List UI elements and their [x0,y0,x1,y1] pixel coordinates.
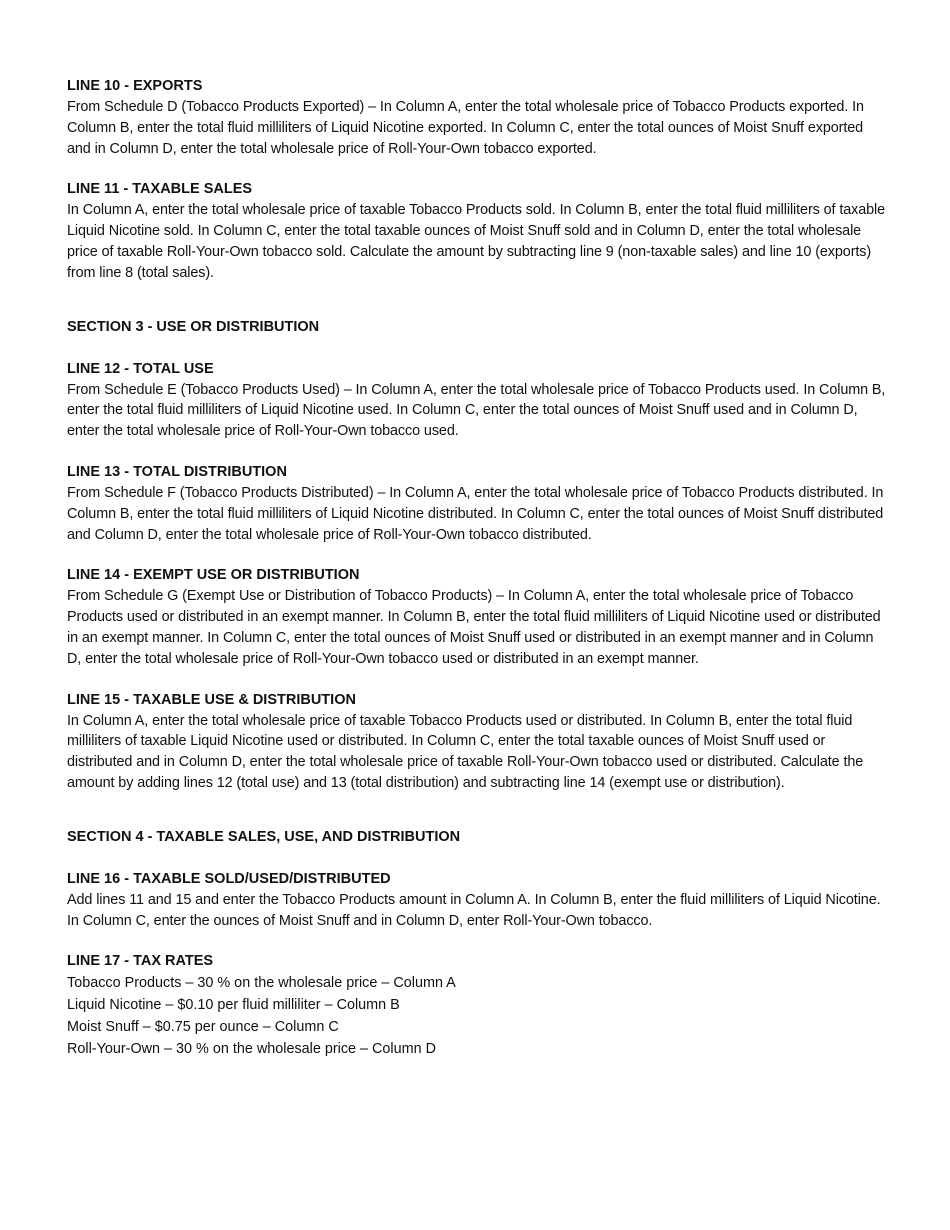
line-12-heading: LINE 12 - TOTAL USE [67,360,214,377]
line-13-text: From Schedule F (Tobacco Products Distributed) – In Column A, enter the total wholesale price of Tobacco Products distributed. In Column B, enter the total fluid milliliters of Liquid Nicotine distributed. In Column C, enter the total ounces of Moist Snuff distributed and Column D, enter the total wholesale price of Roll-Your-Own tobacco distributed. [67,484,884,543]
line-16-heading: LINE 16 - TAXABLE SOLD/USED/DISTRIBUTED [67,870,391,887]
section-4-title: SECTION 4 - TAXABLE SALES, USE, AND DISTRIBUTION [67,828,461,845]
line-14-heading: LINE 14 - EXEMPT USE OR DISTRIBUTION [67,567,360,584]
line-14-block [67,565,887,669]
line-10-heading: LINE 10 - EXPORTS [67,78,203,94]
line-17-block [67,951,887,1060]
section-3-title: SECTION 3 - USE OR DISTRIBUTION [67,318,320,335]
line-14-text: From Schedule G (Exempt Use or Distribution of Tobacco Products) – In Column A, enter the total wholesale price of Tobacco Products used or distributed in an exempt manner. In Column B, enter the total fluid milliliters of Liquid Nicotine used or distributed in an exempt manner. In Column C, enter the total ounces of Moist Snuff used or distributed in an exempt manner and in Column D, enter the total wholesale price of Roll-Your-Own tobacco used or distributed in an exempt manner. [67,588,881,667]
line-16-text: Add lines 11 and 15 and enter the Tobacco Products amount in Column A. In Column B, enter the fluid milliliters of Liquid Nicotine. In Column C, enter the ounces of Moist Snuff and in Column D, enter Roll-Your-Own tobacco. [67,891,881,929]
line-11-block [67,179,887,283]
tax-rate-roll-your-own: Roll-Your-Own – 30 % on the wholesale price – Column D [67,1041,437,1058]
line-13-block [67,462,887,545]
line-11-text: In Column A, enter the total wholesale price of taxable Tobacco Products sold. In Column B, enter the total fluid milliliters of taxable Liquid Nicotine sold. In Column C, enter the total taxable ounces of Moist Snuff sold and in Column D, enter the total wholesale price of taxable Roll-Your-Own tobacco sold. Calculate the amount by subtracting line 9 (non-taxable sales) and line 10 (exports) from line 8 (total sales). [67,202,886,281]
line-15-block [67,690,887,794]
line-12-text: From Schedule E (Tobacco Products Used) – In Column A, enter the total wholesale price of Tobacco Products used. In Column B, enter the total fluid milliliters of Liquid Nicotine used. In Column C, enter the total ounces of Moist Snuff used and in Column D, enter the total wholesale price of Roll-Your-Own tobacco used. [67,381,886,440]
line-16-block [67,869,887,932]
line-13-heading: LINE 13 - TOTAL DISTRIBUTION [67,463,287,480]
line-17-heading: LINE 17 - TAX RATES [67,953,214,970]
tax-rate-moist-snuff: Moist Snuff – $0.75 per ounce – Column C [67,1019,339,1036]
line-10-block [67,76,887,159]
tax-rate-tobacco-products: Tobacco Products – 30 % on the wholesale price – Column A [67,975,456,992]
tax-rate-liquid-nicotine: Liquid Nicotine – $0.10 per fluid milliliter – Column B [67,997,400,1014]
document-page [67,76,887,1080]
line-10-text: From Schedule D (Tobacco Products Exported) – In Column A, enter the total wholesale price of Tobacco Products exported. In Column B, enter the total fluid milliliters of Liquid Nicotine exported. In Column C, enter the total ounces of Moist Snuff exported and in Column D, enter the total wholesale price of Roll-Your-Own tobacco exported. [67,99,864,157]
line-15-heading: LINE 15 - TAXABLE USE & DISTRIBUTION [67,691,356,708]
line-11-heading: LINE 11 - TAXABLE SALES [67,181,253,198]
line-15-text: In Column A, enter the total wholesale price of taxable Tobacco Products used or distributed. In Column B, enter the total fluid milliliters of taxable Liquid Nicotine used or distributed. In Column C, enter the total taxable ounces of Moist Snuff used or distributed and in Column D, enter the total wholesale price of taxable Roll-Your-Own tobacco used or distributed. Calculate the amount by adding lines 12 (total use) and 13 (total distribution) and subtracting line 14 (exempt use or distribution). [67,712,864,791]
line-12-block [67,359,887,442]
